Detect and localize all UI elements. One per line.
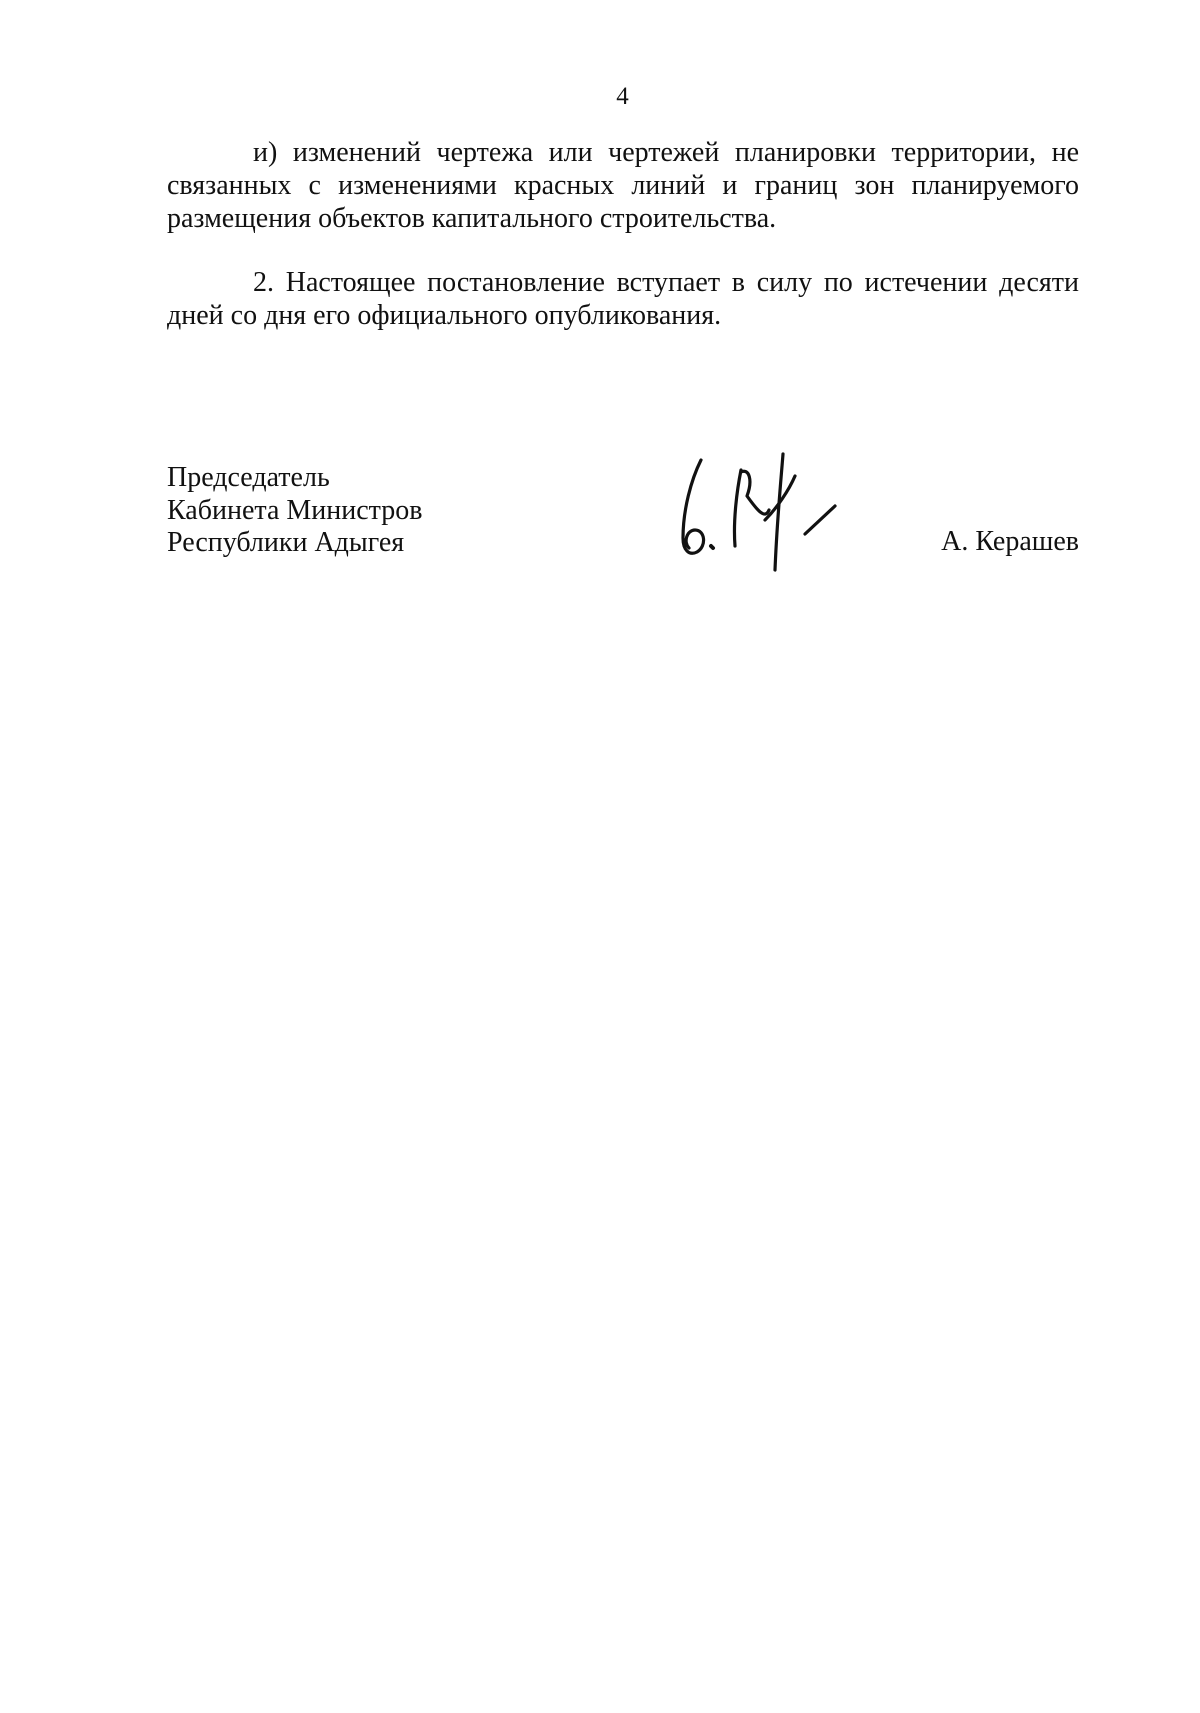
paragraph-effective-date: 2. Настоящее постановление вступает в силу по истечении десяти дней со дня его официального опубликования. (167, 267, 1079, 331)
signatory-name: А. Керашев (941, 526, 1079, 557)
signatory-position (167, 462, 422, 560)
signature-block (167, 462, 1079, 572)
signatory-position-line-2: Кабинета Министров (167, 494, 423, 526)
paragraph-item-i: и) изменений чертежа или чертежей планировки территории, не связанных с изменениями красных линий и границ зон планируемого размещения объектов капитального строительства. (167, 137, 1079, 234)
signatory-position-line-1: Председатель (167, 462, 330, 493)
page-number: 4 (616, 83, 629, 110)
handwritten-signature-icon (667, 450, 847, 580)
signatory-position-line-3: Республики Адыгея (167, 527, 405, 558)
